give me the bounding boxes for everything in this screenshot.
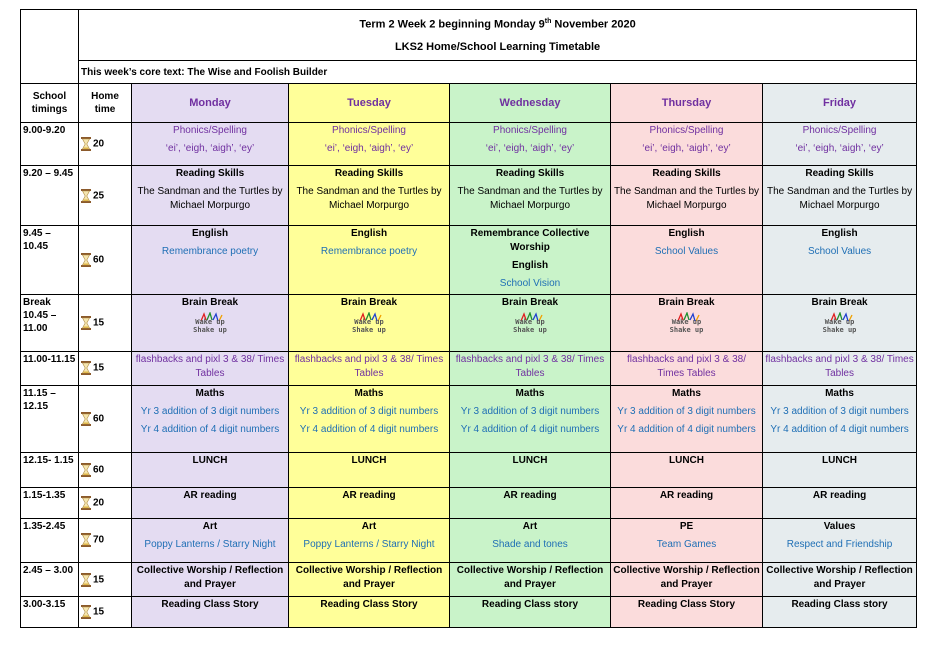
home-time-cell bbox=[79, 295, 132, 352]
lesson-text: Collective Worship / Reflection and Prayer bbox=[136, 565, 284, 590]
school-timing-cell: 12.15- 1.15 bbox=[21, 452, 79, 487]
lesson-text: AR reading bbox=[659, 489, 714, 501]
lesson-cell-tuesday bbox=[289, 487, 450, 518]
wake-up-shake-up-logo: Wake up Shake up bbox=[452, 310, 608, 336]
school-timing-cell: 9.45 – 10.45 bbox=[21, 226, 79, 295]
lesson-cell-thursday bbox=[611, 518, 763, 562]
lesson-text: Phonics/Spelling bbox=[173, 125, 247, 136]
school-timings-header: School timings bbox=[21, 83, 79, 122]
lesson-text: LUNCH bbox=[512, 454, 548, 466]
school-timing-cell: Break 10.45 – 11.00 bbox=[21, 295, 79, 352]
lesson-text: Yr 4 addition of 4 digit numbers bbox=[140, 423, 280, 435]
wake-up-shake-up-logo: Wake up Shake up bbox=[613, 310, 760, 336]
table-row bbox=[21, 385, 917, 452]
hourglass-icon bbox=[81, 607, 93, 618]
lesson-cell-thursday bbox=[611, 487, 763, 518]
lesson-text: School Values bbox=[654, 246, 719, 258]
lesson-text: Brain Break bbox=[501, 297, 559, 309]
lesson-text: Yr 3 addition of 3 digit numbers bbox=[299, 405, 439, 417]
lesson-text: The Sandman and the Turtles by Michael Morpurgo bbox=[457, 186, 603, 212]
home-time-cell bbox=[79, 385, 132, 452]
lesson-cell-friday bbox=[763, 295, 917, 352]
lesson-text: Poppy Lanterns / Starry Night bbox=[144, 538, 276, 550]
day-header-thursday: Thursday bbox=[611, 83, 763, 122]
home-time-cell bbox=[79, 452, 132, 487]
lesson-text: AR reading bbox=[812, 489, 867, 501]
lesson-text: Reading Class Story bbox=[161, 599, 259, 610]
lesson-cell-wednesday bbox=[450, 597, 611, 628]
lesson-text: Shade and tones bbox=[492, 538, 568, 550]
lesson-text: ‘ei’, ‘eigh, ‘aigh’, ‘ey’ bbox=[642, 143, 731, 154]
school-timing-cell: 9.00-9.20 bbox=[21, 123, 79, 166]
home-time-minutes: 15 bbox=[93, 574, 105, 586]
home-time-minutes: 60 bbox=[93, 254, 105, 266]
lesson-text: Reading Skills bbox=[495, 168, 565, 180]
lesson-text: Yr 3 addition of 3 digit numbers bbox=[460, 405, 600, 417]
lesson-cell-monday bbox=[132, 166, 289, 226]
lesson-text: LUNCH bbox=[192, 454, 228, 466]
lesson-cell-friday bbox=[763, 123, 917, 166]
wake-up-shake-up-logo: Wake up Shake up bbox=[765, 310, 914, 336]
lesson-cell-tuesday bbox=[289, 385, 450, 452]
lesson-cell-thursday bbox=[611, 563, 763, 597]
lesson-cell-tuesday bbox=[289, 597, 450, 628]
lesson-cell-tuesday bbox=[289, 226, 450, 295]
lesson-text: Collective Worship / Reflection and Prayer bbox=[766, 565, 913, 590]
lesson-cell-wednesday bbox=[450, 351, 611, 385]
lesson-cell-tuesday bbox=[289, 295, 450, 352]
lesson-text: English bbox=[191, 228, 229, 240]
lesson-text: Art bbox=[202, 520, 218, 532]
lesson-text: Art bbox=[522, 520, 538, 532]
lesson-text: Brain Break bbox=[181, 297, 239, 309]
lesson-text: Yr 4 addition of 4 digit numbers bbox=[299, 423, 439, 435]
lesson-cell-friday bbox=[763, 226, 917, 295]
lesson-text: Remembrance poetry bbox=[161, 246, 259, 258]
day-header-wednesday: Wednesday bbox=[450, 83, 611, 122]
wake-up-shake-up-logo: Wake up Shake up bbox=[134, 310, 286, 336]
lesson-text: Maths bbox=[354, 387, 384, 399]
lesson-cell-friday bbox=[763, 487, 917, 518]
lesson-cell-friday bbox=[763, 563, 917, 597]
day-header-monday: Monday bbox=[132, 83, 289, 122]
table-row bbox=[21, 226, 917, 295]
lesson-text: Collective Worship / Reflection and Prayer bbox=[456, 565, 604, 590]
lesson-text: flashbacks and pixl 3 & 38/ Times Tables bbox=[135, 353, 285, 379]
table-row bbox=[21, 518, 917, 562]
lesson-cell-friday bbox=[763, 166, 917, 226]
hourglass-icon bbox=[81, 255, 93, 266]
timetable bbox=[20, 9, 917, 628]
lesson-text: School Vision bbox=[499, 278, 561, 290]
hourglass-icon bbox=[81, 535, 93, 546]
table-row bbox=[21, 597, 917, 628]
lesson-text: Reading Class story bbox=[791, 599, 888, 610]
home-time-minutes: 15 bbox=[93, 362, 105, 374]
page-subtitle: LKS2 Home/School Learning Timetable bbox=[394, 40, 601, 53]
lesson-cell-thursday bbox=[611, 351, 763, 385]
table-row bbox=[21, 563, 917, 597]
home-time-cell bbox=[79, 166, 132, 226]
school-timing-cell: 2.45 – 3.00 bbox=[21, 563, 79, 597]
school-timing-cell: 3.00-3.15 bbox=[21, 597, 79, 628]
lesson-text: Art bbox=[361, 520, 377, 532]
lesson-text: Maths bbox=[672, 387, 701, 399]
lesson-cell-friday bbox=[763, 385, 917, 452]
lesson-cell-thursday bbox=[611, 123, 763, 166]
wake-up-shake-up-logo: Wake up Shake up bbox=[291, 310, 447, 336]
lesson-cell-monday bbox=[132, 295, 289, 352]
lesson-text: LUNCH bbox=[822, 454, 858, 466]
lesson-text: Poppy Lanterns / Starry Night bbox=[303, 538, 435, 550]
lesson-cell-monday bbox=[132, 385, 289, 452]
table-row bbox=[21, 166, 917, 226]
lesson-text: ‘ei’, ‘eigh, ‘aigh’, ‘ey’ bbox=[485, 143, 575, 154]
lesson-text: The Sandman and the Turtles by Michael Morpurgo bbox=[613, 186, 760, 212]
corner-cell bbox=[21, 10, 79, 84]
home-time-minutes: 60 bbox=[93, 464, 105, 476]
lesson-text: Reading Class Story bbox=[320, 599, 418, 610]
hourglass-icon bbox=[81, 318, 93, 329]
home-time-cell bbox=[79, 123, 132, 166]
lesson-text: PE bbox=[679, 520, 694, 532]
lesson-cell-friday bbox=[763, 597, 917, 628]
lesson-text: Respect and Friendship bbox=[786, 538, 893, 550]
lesson-cell-thursday bbox=[611, 166, 763, 226]
lesson-text: Yr 3 addition of 3 digit numbers bbox=[140, 405, 280, 417]
lesson-text: Collective Worship / Reflection and Prayer bbox=[613, 565, 760, 590]
lesson-text: Maths bbox=[515, 387, 545, 399]
hourglass-icon bbox=[81, 497, 93, 508]
lesson-cell-tuesday bbox=[289, 166, 450, 226]
lesson-text: Phonics/Spelling bbox=[802, 125, 877, 136]
lesson-text: ‘ei’, ‘eigh, ‘aigh’, ‘ey’ bbox=[795, 143, 884, 154]
lesson-cell-tuesday bbox=[289, 563, 450, 597]
lesson-cell-thursday bbox=[611, 385, 763, 452]
home-time-minutes: 60 bbox=[93, 413, 105, 425]
lesson-cell-wednesday bbox=[450, 487, 611, 518]
hourglass-icon bbox=[81, 464, 93, 475]
lesson-text: Remembrance poetry bbox=[320, 246, 418, 258]
lesson-text: School Values bbox=[807, 246, 872, 258]
lesson-text: English bbox=[668, 228, 705, 240]
lesson-cell-wednesday bbox=[450, 518, 611, 562]
lesson-cell-monday bbox=[132, 123, 289, 166]
table-row bbox=[21, 295, 917, 352]
lesson-text: AR reading bbox=[503, 489, 557, 501]
lesson-text: Yr 4 addition of 4 digit numbers bbox=[617, 423, 756, 435]
lesson-cell-wednesday bbox=[450, 166, 611, 226]
hourglass-icon bbox=[81, 574, 93, 585]
lesson-text: Reading Skills bbox=[175, 168, 245, 180]
lesson-text: LUNCH bbox=[669, 454, 704, 466]
lesson-text: Yr 3 addition of 3 digit numbers bbox=[770, 405, 909, 417]
lesson-cell-tuesday bbox=[289, 518, 450, 562]
home-time-minutes: 25 bbox=[93, 190, 105, 202]
lesson-cell-friday bbox=[763, 351, 917, 385]
home-time-cell bbox=[79, 351, 132, 385]
lesson-text: Yr 3 addition of 3 digit numbers bbox=[617, 405, 756, 417]
lesson-cell-friday bbox=[763, 518, 917, 562]
lesson-text: Yr 4 addition of 4 digit numbers bbox=[460, 423, 600, 435]
school-timing-cell: 1.15-1.35 bbox=[21, 487, 79, 518]
lesson-text: ‘ei’, ‘eigh, ‘aigh’, ‘ey’ bbox=[324, 143, 414, 154]
table-row bbox=[21, 351, 917, 385]
lesson-text: Phonics/Spelling bbox=[332, 125, 406, 136]
home-time-minutes: 20 bbox=[93, 497, 105, 509]
hourglass-icon bbox=[81, 139, 93, 150]
hourglass-icon bbox=[81, 190, 93, 201]
home-time-minutes: 20 bbox=[93, 138, 105, 150]
lesson-cell-thursday bbox=[611, 295, 763, 352]
lesson-text: Yr 4 addition of 4 digit numbers bbox=[770, 423, 909, 435]
lesson-text: The Sandman and the Turtles by Michael Morpurgo bbox=[766, 186, 913, 212]
lesson-text: Phonics/Spelling bbox=[649, 125, 724, 136]
lesson-text: Phonics/Spelling bbox=[493, 125, 567, 136]
lesson-cell-wednesday bbox=[450, 226, 611, 295]
home-time-cell bbox=[79, 226, 132, 295]
lesson-cell-thursday bbox=[611, 226, 763, 295]
lesson-text: flashbacks and pixl 3 & 38/ Times Tables bbox=[627, 353, 746, 379]
lesson-text: English bbox=[350, 228, 388, 240]
home-time-minutes: 15 bbox=[93, 317, 105, 329]
lesson-text: LUNCH bbox=[351, 454, 387, 466]
home-time-cell bbox=[79, 563, 132, 597]
hourglass-icon bbox=[81, 413, 93, 424]
home-time-minutes: 70 bbox=[93, 534, 105, 546]
lesson-cell-wednesday bbox=[450, 123, 611, 166]
lesson-text: flashbacks and pixl 3 & 38/ Times Tables bbox=[765, 353, 914, 379]
lesson-text: ‘ei’, ‘eigh, ‘aigh’, ‘ey’ bbox=[165, 143, 255, 154]
home-time-minutes: 15 bbox=[93, 606, 105, 618]
lesson-text: Collective Worship / Reflection and Prayer bbox=[295, 565, 443, 590]
lesson-text: flashbacks and pixl 3 & 38/ Times Tables bbox=[294, 353, 444, 379]
table-row bbox=[21, 452, 917, 487]
lesson-text: Remembrance Collective Worship bbox=[470, 228, 590, 254]
home-time-cell bbox=[79, 518, 132, 562]
lesson-cell-monday bbox=[132, 487, 289, 518]
lesson-cell-wednesday bbox=[450, 385, 611, 452]
title-cell bbox=[79, 10, 917, 61]
table-row bbox=[21, 487, 917, 518]
lesson-cell-wednesday bbox=[450, 295, 611, 352]
lesson-text: Reading Skills bbox=[652, 168, 721, 180]
lesson-text: AR reading bbox=[183, 489, 237, 501]
home-time-header: Home time bbox=[79, 83, 132, 122]
lesson-text: Brain Break bbox=[811, 297, 868, 309]
page-title: Term 2 Week 2 beginning Monday 9th November 2020 bbox=[359, 18, 636, 31]
lesson-cell-monday bbox=[132, 563, 289, 597]
lesson-text: Values bbox=[823, 520, 856, 532]
table-row bbox=[21, 123, 917, 166]
lesson-text: Maths bbox=[195, 387, 225, 399]
lesson-text: AR reading bbox=[342, 489, 396, 501]
school-timing-cell: 11.15 – 12.15 bbox=[21, 385, 79, 452]
lesson-cell-thursday bbox=[611, 597, 763, 628]
lesson-text: The Sandman and the Turtles by Michael Morpurgo bbox=[137, 186, 283, 212]
lesson-text: English bbox=[511, 260, 549, 272]
lesson-text: Reading Class story bbox=[481, 599, 579, 610]
hourglass-icon bbox=[81, 363, 93, 374]
core-text: This week’s core text: The Wise and Foolish Builder bbox=[79, 61, 917, 84]
lesson-cell-monday bbox=[132, 226, 289, 295]
lesson-text: English bbox=[821, 228, 858, 240]
lesson-cell-wednesday bbox=[450, 452, 611, 487]
home-time-cell bbox=[79, 597, 132, 628]
school-timing-cell: 1.35-2.45 bbox=[21, 518, 79, 562]
lesson-text: Team Games bbox=[656, 538, 717, 550]
lesson-cell-monday bbox=[132, 518, 289, 562]
day-header-tuesday: Tuesday bbox=[289, 83, 450, 122]
lesson-cell-thursday bbox=[611, 452, 763, 487]
lesson-cell-monday bbox=[132, 351, 289, 385]
lesson-text: Maths bbox=[825, 387, 854, 399]
lesson-text: Reading Class Story bbox=[637, 599, 736, 610]
lesson-cell-tuesday bbox=[289, 351, 450, 385]
lesson-cell-monday bbox=[132, 597, 289, 628]
lesson-cell-wednesday bbox=[450, 563, 611, 597]
day-header-friday: Friday bbox=[763, 83, 917, 122]
school-timing-cell: 11.00-11.15 bbox=[21, 351, 79, 385]
lesson-cell-friday bbox=[763, 452, 917, 487]
lesson-text: Reading Skills bbox=[334, 168, 404, 180]
school-timing-cell: 9.20 – 9.45 bbox=[21, 166, 79, 226]
lesson-cell-tuesday bbox=[289, 123, 450, 166]
lesson-text: flashbacks and pixl 3 & 38/ Times Tables bbox=[455, 353, 605, 379]
lesson-text: Reading Skills bbox=[805, 168, 874, 180]
lesson-text: The Sandman and the Turtles by Michael Morpurgo bbox=[296, 186, 442, 212]
lesson-text: Brain Break bbox=[340, 297, 398, 309]
home-time-cell bbox=[79, 487, 132, 518]
lesson-cell-tuesday bbox=[289, 452, 450, 487]
lesson-cell-monday bbox=[132, 452, 289, 487]
lesson-text: Brain Break bbox=[658, 297, 715, 309]
